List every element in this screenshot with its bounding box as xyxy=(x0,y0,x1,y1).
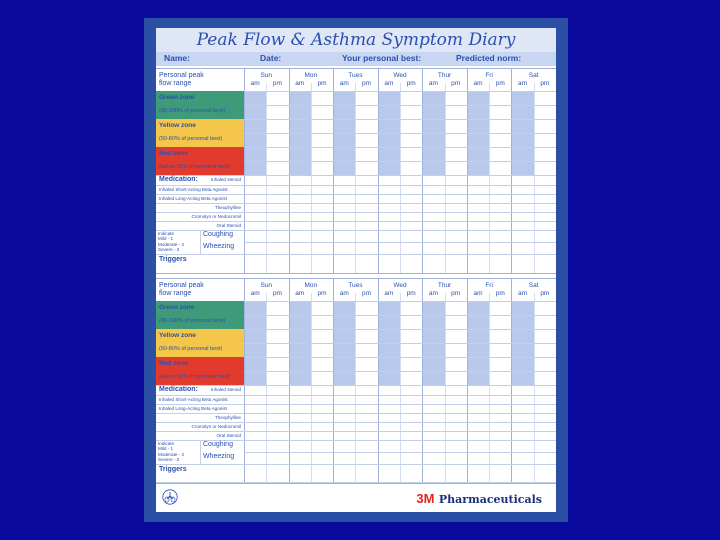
pm-label: pm xyxy=(362,80,372,87)
grid-line xyxy=(244,91,556,92)
grid-line xyxy=(244,185,556,186)
grid-line xyxy=(244,230,556,231)
severity-key-line: Moderate - 2 xyxy=(158,241,185,247)
page-title: Peak Flow & Asthma Symptom Diary xyxy=(196,30,516,50)
triggers-label: Triggers xyxy=(159,256,187,263)
green-zone-cell xyxy=(156,301,244,316)
pm-label: pm xyxy=(362,290,372,297)
red-zone-label: Red zone xyxy=(159,360,188,367)
date-field-label: Date: xyxy=(260,53,282,63)
grid-line xyxy=(244,329,556,330)
am-pm-divider xyxy=(311,293,312,483)
pm-label: pm xyxy=(451,80,461,87)
am-pm-divider xyxy=(400,293,401,483)
day-name: Thur xyxy=(437,72,452,79)
pm-label: pm xyxy=(540,80,550,87)
grid-line xyxy=(244,440,556,441)
grid-line xyxy=(244,203,556,204)
green-zone-range: (80-100% of personal best) xyxy=(159,108,226,114)
wheezing-label: Wheezing xyxy=(203,243,235,250)
medication-item: Inhaled Long-Acting Beta Agonist xyxy=(159,405,227,411)
red-zone-range: (below 50% of personal best) xyxy=(159,164,231,170)
pm-label: pm xyxy=(272,80,282,87)
diary-week-1 xyxy=(156,68,556,274)
grid-line xyxy=(244,133,556,134)
am-pm-divider xyxy=(266,83,267,273)
am-label: am xyxy=(473,290,483,297)
am-label: am xyxy=(384,290,394,297)
personal-best-field-label: Your personal best: xyxy=(342,53,422,63)
wheezing-label: Wheezing xyxy=(203,453,235,460)
pm-label: pm xyxy=(495,80,505,87)
severity-key-line: Mild - 1 xyxy=(158,236,174,242)
pm-label: pm xyxy=(451,290,461,297)
yellow-zone-label: Yellow zone xyxy=(159,332,196,339)
brand-logo xyxy=(416,490,542,508)
red-zone-range-cell xyxy=(156,161,244,176)
brand-mark: 3M xyxy=(416,491,435,506)
divider xyxy=(200,230,201,254)
am-label: am xyxy=(518,290,528,297)
day-name: Sun xyxy=(260,72,273,79)
yellow-zone-range: (50-80% of personal best) xyxy=(159,346,223,352)
grid-line xyxy=(244,357,556,358)
range-label-line-2: flow range xyxy=(159,80,192,87)
day-name: Sat xyxy=(528,282,539,289)
day-name: Sat xyxy=(528,72,539,79)
day-name: Mon xyxy=(304,72,318,79)
triggers-cell xyxy=(156,464,244,483)
grid-line xyxy=(244,161,556,162)
diary-week-2 xyxy=(156,278,556,484)
grid-line xyxy=(244,221,556,222)
red-zone-cell xyxy=(156,147,244,162)
medication-inhaled-steroid: Inhaled steroid xyxy=(210,177,241,182)
title-band xyxy=(156,28,556,52)
grid-line xyxy=(244,413,556,414)
range-label-line-1: Personal peak xyxy=(159,282,204,289)
am-pm-divider xyxy=(266,293,267,483)
grid-line xyxy=(244,147,556,148)
yellow-zone-range: (50-80% of personal best) xyxy=(159,136,223,142)
triggers-label: Triggers xyxy=(159,466,187,473)
am-label: am xyxy=(428,80,438,87)
grid-line xyxy=(244,404,556,405)
am-label: am xyxy=(250,80,260,87)
grid-line xyxy=(244,119,556,120)
red-zone-cell xyxy=(156,357,244,372)
range-label-cell xyxy=(156,279,244,302)
grid-line xyxy=(244,105,556,106)
grid-line xyxy=(244,385,556,386)
am-pm-divider xyxy=(355,293,356,483)
yellow-zone-range-cell xyxy=(156,133,244,148)
pm-label: pm xyxy=(495,290,505,297)
grid-line xyxy=(244,212,556,213)
am-label: am xyxy=(295,80,305,87)
am-label: am xyxy=(295,290,305,297)
green-zone-range: (80-100% of personal best) xyxy=(159,318,226,324)
am-label: am xyxy=(339,80,349,87)
medication-item: Oral Steroid xyxy=(216,222,241,228)
pm-label: pm xyxy=(317,290,327,297)
header-fields-band xyxy=(156,52,556,66)
day-name: Tues xyxy=(348,72,363,79)
pm-label: pm xyxy=(406,290,416,297)
day-name: Fri xyxy=(485,282,493,289)
pm-label: pm xyxy=(272,290,282,297)
divider xyxy=(200,440,201,464)
yellow-zone-range-cell xyxy=(156,343,244,358)
grid-line xyxy=(244,254,556,255)
grid-line xyxy=(244,452,556,453)
severity-key xyxy=(158,441,198,463)
severity-key-line: Mild - 1 xyxy=(158,446,174,452)
pm-label: pm xyxy=(406,80,416,87)
medication-title: Medication: xyxy=(159,176,198,183)
green-zone-range-cell xyxy=(156,105,244,120)
day-name: Sun xyxy=(260,282,273,289)
grid-line xyxy=(244,464,556,465)
day-name: Wed xyxy=(393,72,407,79)
am-label: am xyxy=(428,290,438,297)
grid-line xyxy=(244,371,556,372)
yellow-zone-label: Yellow zone xyxy=(159,122,196,129)
medication-item: Inhaled Long-Acting Beta Agonist xyxy=(159,195,227,201)
medication-inhaled-steroid: Inhaled steroid xyxy=(210,387,241,392)
grid-line xyxy=(244,175,556,176)
am-pm-divider xyxy=(445,293,446,483)
triggers-cell xyxy=(156,254,244,273)
grid-line xyxy=(244,315,556,316)
severity-key-cell xyxy=(156,230,244,255)
medication-item: Oral Steroid xyxy=(216,432,241,438)
medication-item: Inhaled Short-Acting Beta Agonist xyxy=(159,186,228,192)
medication-title: Medication: xyxy=(159,386,198,393)
am-label: am xyxy=(250,290,260,297)
am-pm-divider xyxy=(534,293,535,483)
coughing-label: Coughing xyxy=(203,231,233,238)
day-name: Thur xyxy=(437,282,452,289)
day-name: Tues xyxy=(348,282,363,289)
medication-item: Theophylline xyxy=(214,204,241,210)
medication-item: Cromolyn or Nedocromil xyxy=(191,423,241,429)
range-label-line-2: flow range xyxy=(159,290,192,297)
am-pm-divider xyxy=(489,293,490,483)
am-label: am xyxy=(384,80,394,87)
day-name: Wed xyxy=(393,282,407,289)
severity-key-line: Indicate xyxy=(158,441,175,446)
footer xyxy=(156,482,556,513)
row-labels xyxy=(156,279,245,483)
severity-key-cell xyxy=(156,440,244,465)
grid-line xyxy=(244,242,556,243)
am-label: am xyxy=(518,80,528,87)
day-name: Mon xyxy=(304,282,318,289)
am-pm-divider xyxy=(311,83,312,273)
name-field-label: Name: xyxy=(164,53,190,63)
row-labels xyxy=(156,69,245,273)
red-zone-range-cell xyxy=(156,371,244,386)
yellow-zone-cell xyxy=(156,119,244,134)
severity-key xyxy=(158,231,198,253)
green-zone-range-cell xyxy=(156,315,244,330)
am-pm-divider xyxy=(400,83,401,273)
grid-line xyxy=(244,343,556,344)
medication-item: Cromolyn or Nedocromil xyxy=(191,213,241,219)
medication-item: Theophylline xyxy=(214,414,241,420)
predicted-norm-field-label: Predicted norm: xyxy=(456,53,522,63)
coughing-label: Coughing xyxy=(203,441,233,448)
yellow-zone-cell xyxy=(156,329,244,344)
grid-line xyxy=(244,301,556,302)
am-label: am xyxy=(339,290,349,297)
am-pm-divider xyxy=(489,83,490,273)
severity-key-line: Moderate - 2 xyxy=(158,451,185,457)
red-zone-range: (below 50% of personal best) xyxy=(159,374,231,380)
diary-paper xyxy=(156,28,556,512)
grid-line xyxy=(244,422,556,423)
pm-label: pm xyxy=(317,80,327,87)
diary-sheet-frame xyxy=(144,18,568,522)
red-zone-label: Red zone xyxy=(159,150,188,157)
brand-name: Pharmaceuticals xyxy=(438,493,542,506)
am-pm-divider xyxy=(445,83,446,273)
am-pm-divider xyxy=(355,83,356,273)
severity-key-line: Indicate xyxy=(158,231,175,236)
grid-line xyxy=(244,194,556,195)
severity-key-line: Severe - 3 xyxy=(158,246,180,252)
medication-item: Inhaled Short-Acting Beta Agonist xyxy=(159,396,228,402)
lungs-logo-icon xyxy=(162,489,178,505)
am-label: am xyxy=(473,80,483,87)
green-zone-label: Green zone xyxy=(159,94,195,101)
grid-line xyxy=(244,395,556,396)
green-zone-cell xyxy=(156,91,244,106)
am-pm-divider xyxy=(534,83,535,273)
range-label-line-1: Personal peak xyxy=(159,72,204,79)
grid-line xyxy=(244,431,556,432)
green-zone-label: Green zone xyxy=(159,304,195,311)
severity-key-line: Severe - 3 xyxy=(158,456,180,462)
pm-label: pm xyxy=(540,290,550,297)
day-name: Fri xyxy=(485,72,493,79)
range-label-cell xyxy=(156,69,244,92)
